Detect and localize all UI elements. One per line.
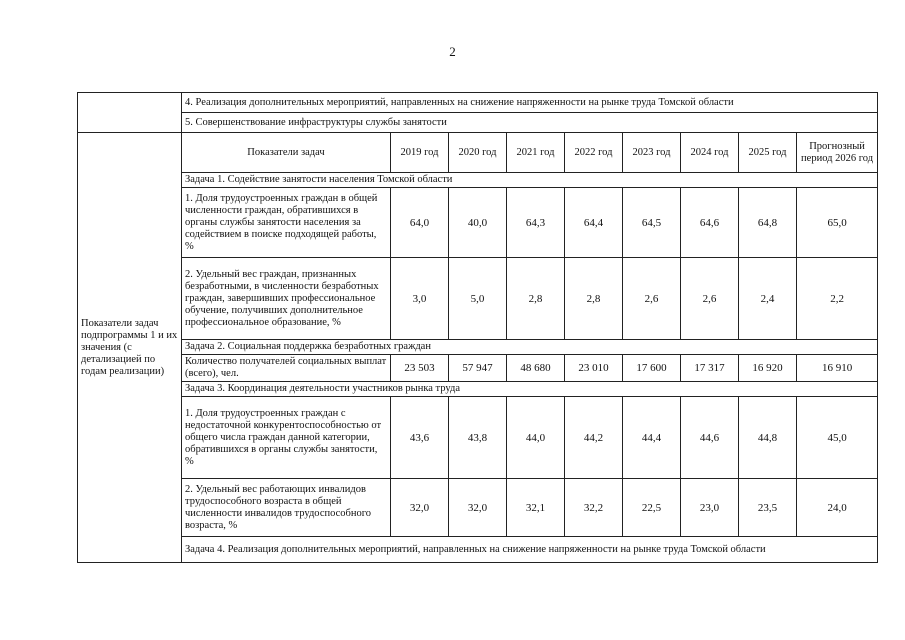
page-number: 2 xyxy=(449,44,456,59)
value-cell: 43,8 xyxy=(449,397,507,479)
value-cell: 5,0 xyxy=(449,258,507,340)
header-year-2023: 2023 год xyxy=(623,133,681,173)
value-cell: 48 680 xyxy=(507,355,565,382)
header-year-2020: 2020 год xyxy=(449,133,507,173)
task-1-row xyxy=(78,173,878,188)
value-cell: 2,6 xyxy=(681,258,739,340)
table-row xyxy=(78,397,878,479)
value-cell: 65,0 xyxy=(797,188,878,258)
value-cell: 43,6 xyxy=(391,397,449,479)
indicator-name: 2. Удельный вес работающих инвалидов трудоспособного возраста в общей численности инвалидов трудоспособного возраста, % xyxy=(182,479,391,537)
value-cell: 64,8 xyxy=(739,188,797,258)
indicator-name: 1. Доля трудоустроенных граждан в общей численности граждан, обратившихся в органы службы занятости населения за содействием в поиске подходящей работы, % xyxy=(182,188,391,258)
value-cell: 23 010 xyxy=(565,355,623,382)
header-year-2024: 2024 год xyxy=(681,133,739,173)
value-cell: 23 503 xyxy=(391,355,449,382)
left-empty-cell xyxy=(78,93,182,133)
value-cell: 16 920 xyxy=(739,355,797,382)
value-cell: 64,4 xyxy=(565,188,623,258)
task-row-4-top xyxy=(78,93,878,113)
value-cell: 32,0 xyxy=(449,479,507,537)
table-row xyxy=(78,188,878,258)
value-cell: 23,0 xyxy=(681,479,739,537)
table-row xyxy=(78,479,878,537)
task-4-title: Задача 4. Реализация дополнительных мероприятий, направленных на снижение напряженности на рынке труда Томской области xyxy=(182,537,878,563)
task-1-title: Задача 1. Содействие занятости населения Томской области xyxy=(182,173,878,188)
value-cell: 24,0 xyxy=(797,479,878,537)
value-cell: 16 910 xyxy=(797,355,878,382)
value-cell: 2,2 xyxy=(797,258,878,340)
left-label: Показатели задач подпрограммы 1 и их значения (с детализацией по годам реализации) xyxy=(78,133,182,563)
value-cell: 44,0 xyxy=(507,397,565,479)
indicator-name: Количество получателей социальных выплат (всего), чел. xyxy=(182,355,391,382)
indicator-name: 2. Удельный вес граждан, признанных безработными, в численности безработных граждан, завершивших профессиональное обучение, получивших дополнительное профессиональное образование, % xyxy=(182,258,391,340)
value-cell: 57 947 xyxy=(449,355,507,382)
header-year-2019: 2019 год xyxy=(391,133,449,173)
value-cell: 17 317 xyxy=(681,355,739,382)
value-cell: 23,5 xyxy=(739,479,797,537)
value-cell: 64,5 xyxy=(623,188,681,258)
value-cell: 44,8 xyxy=(739,397,797,479)
value-cell: 32,0 xyxy=(391,479,449,537)
value-cell: 2,6 xyxy=(623,258,681,340)
table-row xyxy=(78,355,878,382)
task-item-4: 4. Реализация дополнительных мероприятий, направленных на снижение напряженности на рынке труда Томской области xyxy=(182,93,878,113)
value-cell: 32,2 xyxy=(565,479,623,537)
header-row xyxy=(78,133,878,173)
value-cell: 45,0 xyxy=(797,397,878,479)
value-cell: 32,1 xyxy=(507,479,565,537)
table-row xyxy=(78,258,878,340)
task-2-title: Задача 2. Социальная поддержка безработных граждан xyxy=(182,340,878,355)
value-cell: 64,0 xyxy=(391,188,449,258)
task-4-row xyxy=(78,537,878,563)
header-forecast-2026: Прогнозный период 2026 год xyxy=(797,133,878,173)
value-cell: 2,8 xyxy=(507,258,565,340)
header-year-2025: 2025 год xyxy=(739,133,797,173)
value-cell: 64,6 xyxy=(681,188,739,258)
task-item-5: 5. Совершенствование инфраструктуры службы занятости xyxy=(182,113,878,133)
value-cell: 40,0 xyxy=(449,188,507,258)
value-cell: 64,3 xyxy=(507,188,565,258)
header-year-2021: 2021 год xyxy=(507,133,565,173)
indicator-name: 1. Доля трудоустроенных граждан с недостаточной конкурентоспособностью от общего числа граждан данной категории, обратившихся в органы службы занятости, % xyxy=(182,397,391,479)
value-cell: 44,6 xyxy=(681,397,739,479)
task-2-row xyxy=(78,340,878,355)
header-year-2022: 2022 год xyxy=(565,133,623,173)
value-cell: 22,5 xyxy=(623,479,681,537)
value-cell: 44,4 xyxy=(623,397,681,479)
task-3-row xyxy=(78,382,878,397)
task-3-title: Задача 3. Координация деятельности участников рынка труда xyxy=(182,382,878,397)
program-table xyxy=(77,92,878,563)
header-indicators: Показатели задач xyxy=(182,133,391,173)
value-cell: 2,8 xyxy=(565,258,623,340)
value-cell: 17 600 xyxy=(623,355,681,382)
task-row-5-top xyxy=(78,113,878,133)
value-cell: 2,4 xyxy=(739,258,797,340)
value-cell: 44,2 xyxy=(565,397,623,479)
value-cell: 3,0 xyxy=(391,258,449,340)
